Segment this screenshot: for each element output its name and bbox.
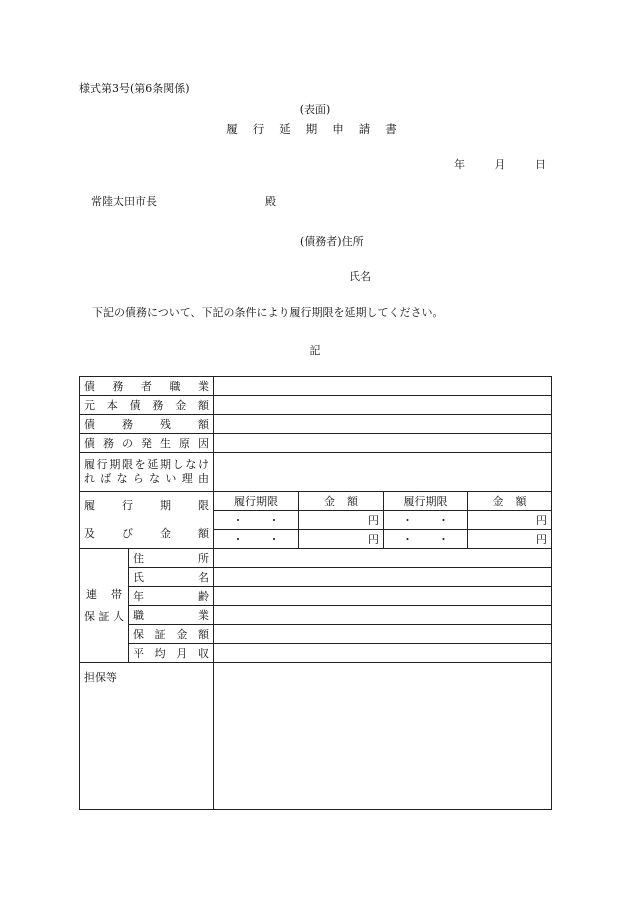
label-term-line2: 及び金額	[84, 527, 209, 540]
yen-2a: 円	[368, 533, 379, 546]
label-reason	[80, 453, 214, 492]
row-reason	[80, 453, 552, 492]
addressee-name: 常陸太田市長	[91, 195, 157, 208]
debtor-name-label: 氏名	[349, 270, 371, 283]
label-g-job: 職業	[129, 606, 214, 625]
field-occupation[interactable]	[214, 377, 552, 396]
application-table	[79, 376, 552, 810]
label-guarantor	[80, 549, 129, 663]
row-guarantor-job	[80, 606, 552, 625]
deadline-cell-2a[interactable]	[214, 530, 299, 549]
row-principal	[80, 396, 552, 415]
label-g-age: 年齢	[129, 587, 214, 606]
field-collateral[interactable]	[214, 663, 552, 810]
label-cause: 債務の発生原因	[80, 434, 214, 453]
row-guarantor-income	[80, 644, 552, 663]
date-line	[454, 156, 546, 172]
label-term-line1: 履行期限	[84, 499, 209, 512]
label-reason-line2: ればならない理由	[84, 472, 209, 485]
dot-2b-2: ・	[438, 533, 449, 546]
field-g-amount[interactable]	[214, 625, 552, 644]
amount-cell-2b[interactable]	[468, 530, 552, 549]
row-guarantor-address	[80, 549, 552, 568]
row-guarantor-age	[80, 587, 552, 606]
label-principal: 元本債務金額	[80, 396, 214, 415]
dot-2b-1: ・	[402, 533, 413, 546]
field-principal[interactable]	[214, 396, 552, 415]
label-remaining: 債務残額	[80, 415, 214, 434]
col-deadline-2: 履行期限	[384, 492, 468, 511]
yen-2b: 円	[536, 533, 547, 546]
label-g-amount: 保証金額	[129, 625, 214, 644]
field-g-address[interactable]	[214, 549, 552, 568]
label-guarantor-line2: 保証人	[84, 609, 124, 623]
date-year: 年	[454, 158, 465, 171]
row-cause	[80, 434, 552, 453]
dot-1a-2: ・	[268, 514, 280, 527]
ki-label: 記	[309, 344, 321, 357]
date-day: 日	[535, 158, 546, 171]
row-term-header	[80, 492, 552, 511]
field-g-age[interactable]	[214, 587, 552, 606]
row-remaining	[80, 415, 552, 434]
col-deadline-1: 履行期限	[214, 492, 299, 511]
field-cause[interactable]	[214, 434, 552, 453]
label-g-income: 平均月収	[129, 644, 214, 663]
field-reason[interactable]	[214, 453, 552, 492]
page-title: 履行延期申請書	[226, 122, 412, 136]
field-remaining[interactable]	[214, 415, 552, 434]
yen-1a: 円	[368, 514, 379, 527]
deadline-cell-1a[interactable]	[214, 511, 299, 530]
amount-cell-2a[interactable]	[299, 530, 384, 549]
row-collateral	[80, 663, 552, 810]
col-amount-1-text: 金額	[324, 495, 370, 508]
row-guarantor-name	[80, 568, 552, 587]
row-guarantor-amount	[80, 625, 552, 644]
dot-2a-2: ・	[268, 533, 280, 546]
side-label: (表面)	[299, 103, 331, 116]
dot-1a-1: ・	[232, 514, 244, 527]
deadline-cell-1b[interactable]	[384, 511, 468, 530]
col-amount-1	[299, 492, 384, 511]
debtor-address-label: (債務者)住所	[300, 235, 364, 248]
label-collateral: 担保等	[80, 663, 214, 810]
row-occupation	[80, 377, 552, 396]
deadline-cell-2b[interactable]	[384, 530, 468, 549]
form-number: 様式第3号(第6条関係)	[79, 82, 190, 95]
label-guarantor-line1: 連帯	[86, 587, 122, 601]
date-month: 月	[494, 158, 506, 171]
addressee-honorific: 殿	[265, 195, 276, 208]
label-g-name: 氏名	[129, 568, 214, 587]
label-occupation: 債務者職業	[80, 377, 214, 396]
field-g-name[interactable]	[214, 568, 552, 587]
field-g-income[interactable]	[214, 644, 552, 663]
dot-2a-1: ・	[232, 533, 244, 546]
field-g-job[interactable]	[214, 606, 552, 625]
request-text: 下記の債務について、下記の条件により履行期限を延期してください。	[92, 306, 444, 319]
col-amount-2-text: 金額	[492, 495, 539, 508]
yen-1b: 円	[536, 514, 547, 527]
dot-1b-2: ・	[438, 514, 449, 527]
label-term	[80, 492, 214, 549]
amount-cell-1b[interactable]	[468, 511, 552, 530]
label-reason-line1: 履行期限を延期しなけ	[84, 458, 209, 471]
label-g-address: 住所	[129, 549, 214, 568]
amount-cell-1a[interactable]	[299, 511, 384, 530]
col-amount-2	[468, 492, 552, 511]
dot-1b-1: ・	[402, 514, 413, 527]
